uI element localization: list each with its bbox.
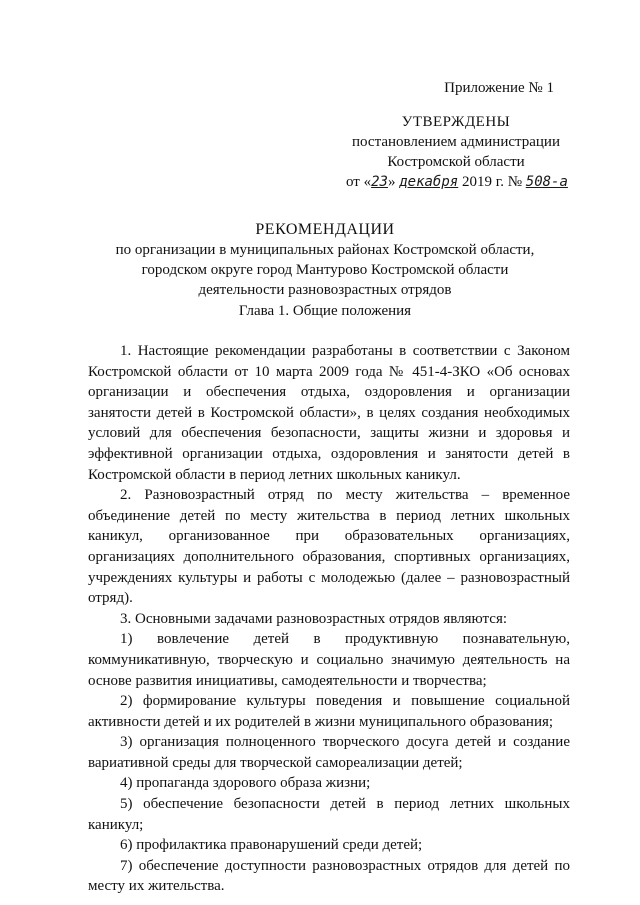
task-item-7: 7) обеспечение доступности разновозрастных отрядов для детей по месту их жительства. bbox=[88, 857, 570, 895]
date-mid: » bbox=[387, 174, 400, 190]
task-item-1: 1) вовлечение детей в продуктивную познавательную, коммуникативную, творческую и социально значимую деятельность на основе развития инициативы, самодеятельности и творчества; bbox=[88, 631, 570, 689]
task-item-6: 6) профилактика правонарушений среди детей; bbox=[120, 837, 423, 854]
date-day: 23 bbox=[371, 174, 388, 190]
date-year: 2019 г. № bbox=[458, 174, 526, 190]
document-subtitle-line-1: по организации в муниципальных районах Костромской области, bbox=[115, 242, 535, 258]
document-number: 508-а bbox=[525, 174, 568, 190]
document-subtitle-line-2: городском округе город Мантурово Костромской области bbox=[141, 262, 509, 278]
task-item-4: 4) пропаганда здорового образа жизни; bbox=[120, 775, 371, 792]
approved-title: УТВЕРЖДЕНЫ bbox=[401, 114, 511, 130]
task-item-2: 2) формирование культуры поведения и повышение социальной активности детей и их родителей в жизни муниципального образования; bbox=[88, 693, 570, 730]
paragraph-3: 3. Основными задачами разновозрастных отрядов являются: bbox=[120, 610, 508, 627]
paragraph-2: 2. Разновозрастный отряд по месту жительства – временное объединение детей по месту жительства в период летних школьных каникул, организованное при образовательных организациях, организациях дополнительного образования, спортивных организациях, учреждениях культуры и работы с молодежью (далее – разновозрастный отряд). bbox=[88, 487, 570, 607]
task-item-5: 5) обеспечение безопасности детей в период летних школьных каникул; bbox=[88, 796, 570, 833]
task-item-3: 3) организация полноценного творческого досуга детей и создание вариативной среды для творческой самореализации детей; bbox=[88, 734, 570, 771]
document-body bbox=[88, 341, 570, 897]
document-heading: РЕКОМЕНДАЦИИ bbox=[255, 221, 395, 238]
date-prefix: от « bbox=[346, 174, 372, 190]
date-month: декабря bbox=[399, 174, 459, 190]
document-title-block bbox=[60, 220, 590, 300]
paragraph-1: 1. Настоящие рекомендации разработаны в соответствии с Законом Костромской области от 10 марта 2009 года № 451-4-ЗКО «Об основах организации и обеспечения отдыха, оздоровления и организации занятости детей в Костромской области», в целях создания необходимых условий для обеспечения безопасности, защиты жизни и здоровья и эффективной организации отдыха, оздоровления и занятости детей в Костромской области в период летних школьных каникул. bbox=[88, 343, 570, 483]
approved-region-line: Костромской области bbox=[387, 154, 525, 170]
approval-block bbox=[346, 112, 566, 192]
appendix-block bbox=[294, 78, 554, 112]
approved-by-line: постановлением администрации bbox=[352, 134, 560, 150]
document-subtitle-line-3: деятельности разновозрастных отрядов bbox=[198, 282, 452, 298]
appendix-label: Приложение № 1 bbox=[444, 80, 554, 96]
approval-date-line bbox=[346, 172, 566, 192]
chapter-heading: Глава 1. Общие положения bbox=[238, 303, 412, 319]
